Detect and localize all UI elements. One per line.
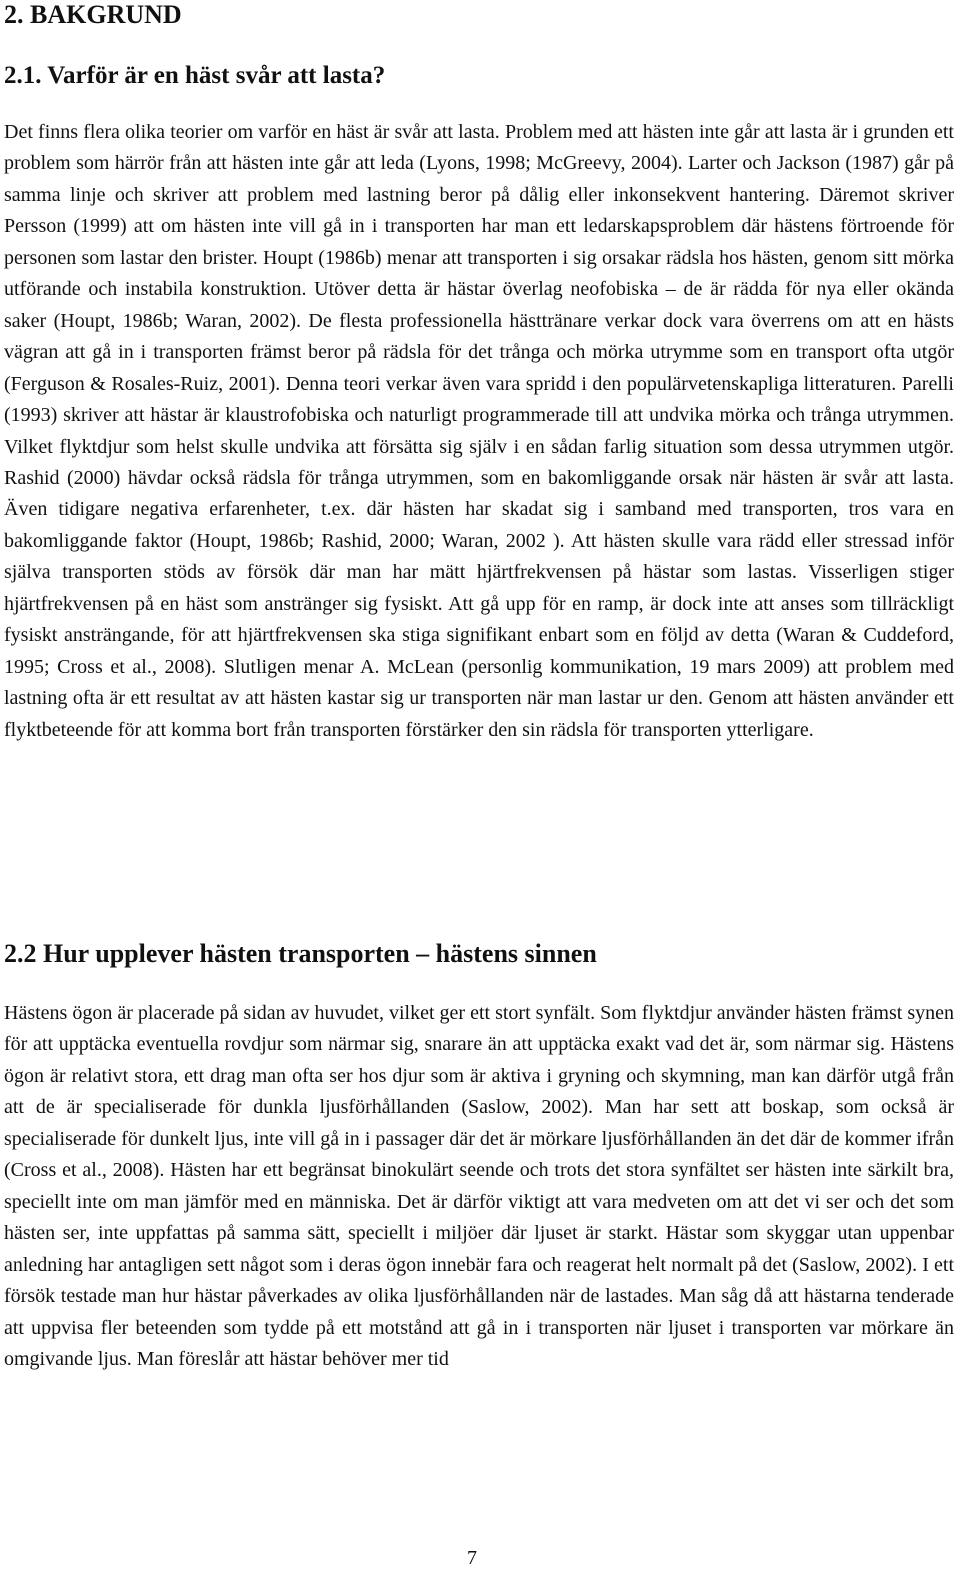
section-heading: 2. BAKGRUND <box>4 0 182 29</box>
subsection-1-paragraph: Det finns flera olika teorier om varför en häst är svår att lasta. Problem med att hästen inte går att lasta är i grunden ett problem som härrör från att hästen inte går att leda (Lyons, 1998; McGreevy, 2004). Larter och Jackson (1987) går på samma linje och skriver att problem med lastning beror på dålig eller inkonsekvent hantering. Däremot skriver Persson (1999) att om hästen inte vill gå in i transporten har man ett ledarskapsproblem där hästens förtroende för personen som lastar den brister. Houpt (1986b) menar att transporten i sig orsakar rädsla hos hästen, genom sitt mörka utförande och instabila konstruktion. Utöver detta är hästar överlag neofobiska – de är rädda för nya eller okända saker (Houpt, 1986b; Waran, 2002). De flesta professionella hästtränare verkar dock vara överrens om att en hästs vägran att gå in i transporten främst beror på rädsla för det trånga och mörka utrymme som en transport ofta utgör (Ferguson & Rosales-Ruiz, 2001). Denna teori verkar även vara spridd i den populärvetenskapliga litteraturen. Parelli (1993) skriver att hästar är klaustrofobiska och naturligt programmerade till att undvika mörka och trånga utrymmen. Vilket flyktdjur som helst skulle undvika att försätta sig själv i en sådan farlig situation som dessa utrymmen utgör. Rashid (2000) hävdar också rädsla för trånga utrymmen, som en bakomliggande orsak när hästen är svår att lasta. Även tidigare negativa erfarenheter, t.ex. där hästen har skadat sig i samband med transporten, tros vara en bakomliggande faktor (Houpt, 1986b; Rashid, 2000; Waran, 2002 ). Att hästen skulle vara rädd eller stressad inför själva transporten stöds av försök där man har mätt hjärtfrekvensen på hästar som lastas. Visserligen stiger hjärtfrekvensen på en häst som anstränger sig fysiskt. Att gå upp för en ramp, är dock inte att anses som tillräckligt fysiskt ansträngande, för att hjärtfrekvensen ska stiga signifikant enbart som en följd av detta (Waran & Cuddeford, 1995; Cross et al., 2008). Slutligen menar A. McLean (personlig kommunikation, 19 mars 2009) att problem med lastning ofta är ett resultat av att hästen kastar sig ur transporten när man lastar ur den. Genom att hästen använder ett flyktbeteende för att komma bort från transporten förstärker den sin rädsla för transporten ytterligare. <box>4 121 954 741</box>
page-number: 7 <box>467 1547 477 1569</box>
subsection-2-heading: 2.2 Hur upplever hästen transporten – hästens sinnen <box>4 939 597 968</box>
subsection-1-heading: 2.1. Varför är en häst svår att lasta? <box>4 62 386 89</box>
subsection-2-paragraph: Hästens ögon är placerade på sidan av huvudet, vilket ger ett stort synfält. Som flyktdjur använder hästen främst synen för att upptäcka eventuella rovdjur som närmar sig, snarare än att upptäcka exakt vad det är, som närmar sig. Hästens ögon är relativt stora, ett drag man ofta ser hos djur som är aktiva i gryning och skymning, man kan därför utgå från att de är specialiserade för dunkla ljusförhållanden (Saslow, 2002). Man har sett att boskap, som också är specialiserade för dunkelt ljus, inte vill gå in i passager där det är mörkare ljusförhållanden än det där de kommer ifrån (Cross et al., 2008). Hästen har ett begränsat binokulärt seende och trots det stora synfältet ser hästen inte särkilt bra, speciellt inte om man jämför med en människa. Det är därför viktigt att vara medveten om att det vi ser och det som hästen ser, inte uppfattas på samma sätt, speciellt i miljöer där ljuset är starkt. Hästar som skyggar utan uppenbar anledning har antagligen sett något som i deras ögon innebär fara och reagerat helt normalt på det (Saslow, 2002). I ett försök testade man hur hästar påverkades av olika ljusförhållanden när de lastades. Man såg då att hästarna tenderade att uppvisa fler beteenden som tydde på ett motstånd att gå in i transporten när ljuset i transporten var mörkare än omgivande ljus. Man föreslår att hästar behöver mer tid <box>4 1002 954 1370</box>
